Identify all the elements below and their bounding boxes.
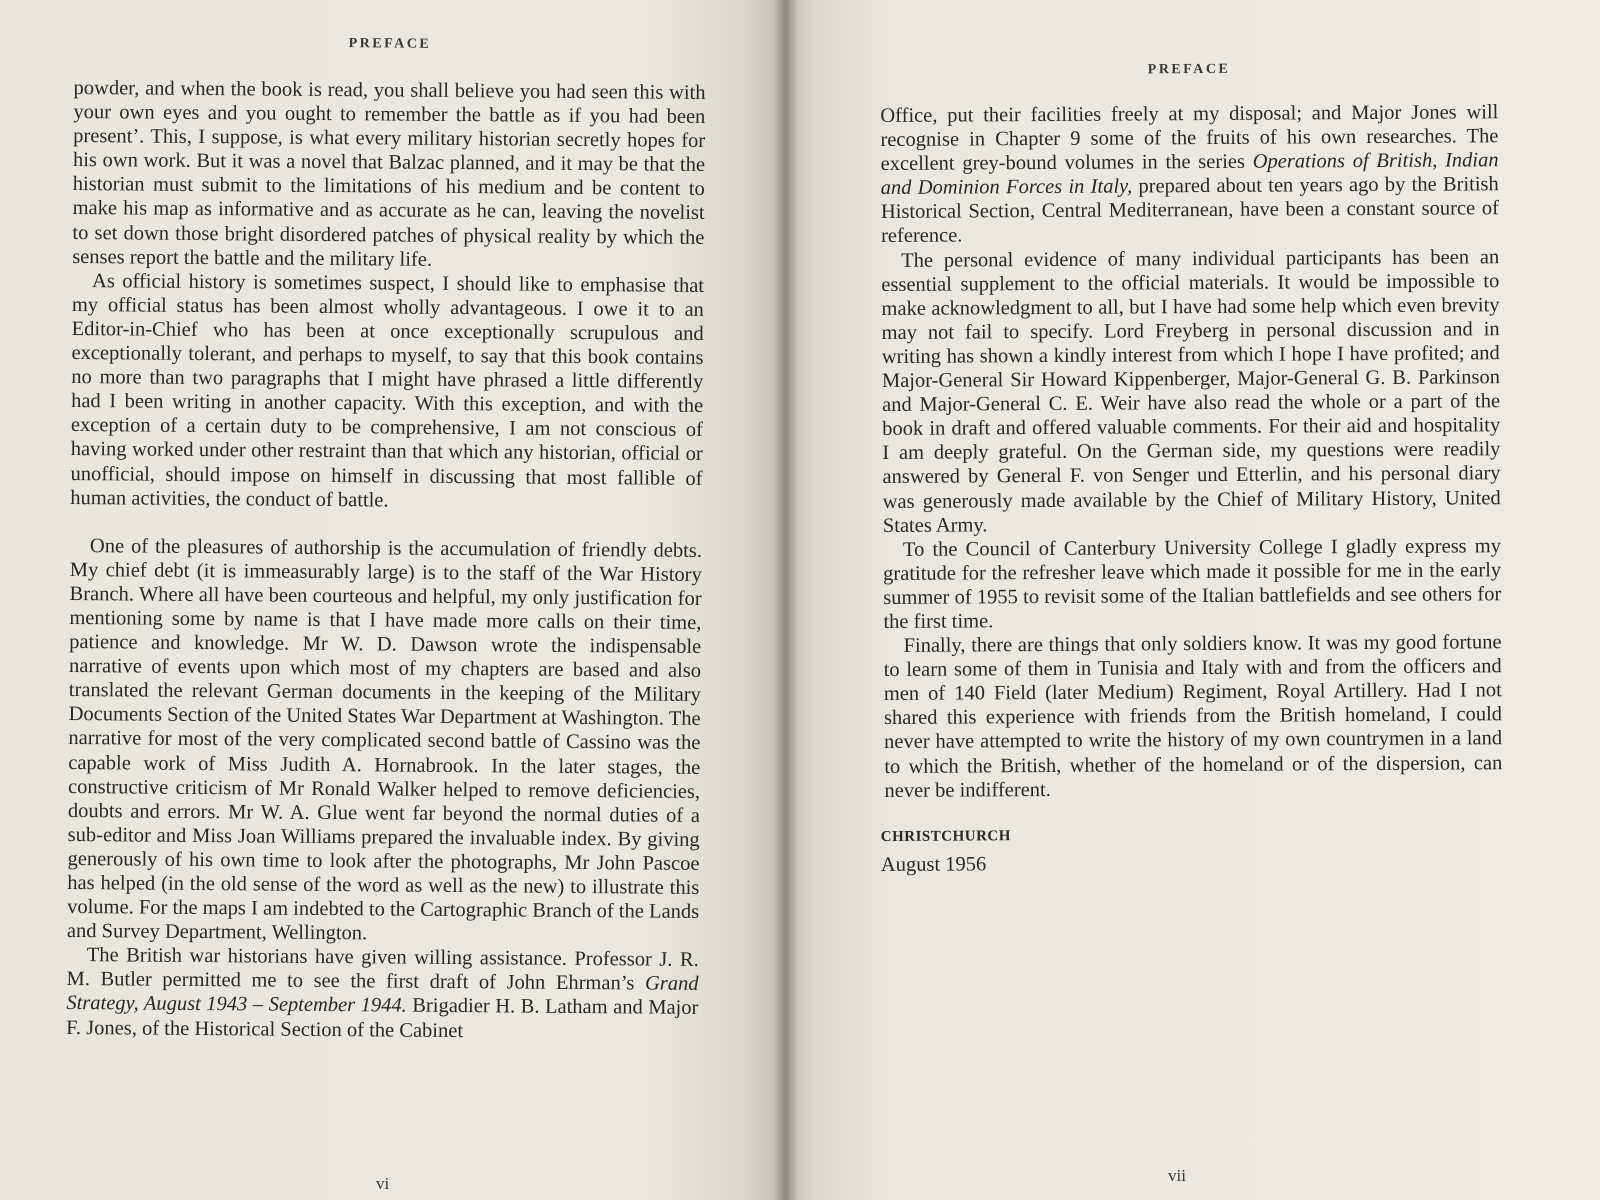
- running-head-left: PREFACE: [348, 36, 432, 52]
- series-title-operations: Operations of British, Indian and Dominion Forces in Italy,: [880, 149, 1499, 200]
- book-title-grand-strategy: Grand Strategy, August 1943 – September 1944.: [66, 972, 699, 1018]
- right-paragraph-4: Finally, there are things that only soldiers know. It was my good fortune to learn some of them in Tunisia and Italy with and from the officers and men of 140 Field (later Medium) Regiment, Royal Artillery. Had I not shared this experience with friends from the British homeland, I could never have attempted to write the history of my own countrymen in a land to which the British, whether of the homeland or of the dispersion, can never be indifferent.: [883, 631, 1503, 802]
- signature-date: August 1956: [880, 853, 987, 876]
- page-number-left: vi: [376, 1174, 390, 1193]
- right-paragraph-3: To the Council of Canterbury University College I gladly express my gratitude for the refresher leave which made it possible for me in the early summer of 1955 to revisit some of the Italian battlefields and see others for the first time.: [883, 534, 1502, 633]
- left-paragraph-4: [66, 943, 699, 1044]
- left-paragraph-1: powder, and when the book is read, you shall believe you had seen this with your own eyes and you ought to remember the battle as if you had been present’. This, I suppose, is what every military historian secretly hopes for his own work. But it was a novel that Balzac planned, and it may be that the historian must submit to the limitations of his medium and be content to make his map as informative and as accurate as he can, leaving the novelist to set down those bright disordered patches of physical reality by which the senses report the battle and the military life.: [72, 76, 706, 271]
- left-paragraph-3: One of the pleasures of authorship is the accumulation of friendly debts. My chief debt (it is immeasurably large) is to the staff of the War History Branch. Where all have been courteous and helpful, my only justification for mentioning some by name is that I have made more calls on their time, patience and knowledge. Mr W. D. Dawson wrote the indispensable narrative of events upon which most of my chapters are based and also translated the relevant German documents in the keeping of the Military Documents Section of the United States War Department at Washington. The narrative for most of the very complicated second battle of Cassino was the capable work of Miss Judith A. Hornabrook. In the later stages, the constructive criticism of Mr Ronald Walker helped to remove deficiencies, doubts and errors. Mr W. A. Glue went far beyond the normal duties of a sub-editor and Miss Joan Williams prepared the invaluable index. By giving generously of his own time to look after the photographs, Mr John Pascoe has helped (in the old sense of the word as well as the new) to illustrate this volume. For the maps I am indebted to the Cartographic Branch of the Lands and Survey Department, Wellington.: [66, 534, 703, 945]
- right-paragraph-1-start: Office, put their facilities freely at my disposal; and Major Jones will recognise in Chapter 9 some of the fruits of his own researches. The excellent grey-bound volumes in the series: [880, 101, 1499, 176]
- running-head-right: PREFACE: [1147, 61, 1231, 78]
- page-number-right: vii: [1168, 1166, 1186, 1185]
- right-paragraph-2: The personal evidence of many individual participants has been an essential supplement to the official materials. It would be impossible to make acknowledgment to all, but I have had some help which even brevity may not fail to specify. Lord Freyberg in personal discussion and in writing has shown a kindly interest from which I hope I have profited; and Major-General Sir Howard Kippenberger, Major-General G. B. Parkinson and Major-General C. E. Weir have also read the whole or a part of the book in draft and offered valuable comments. For their aid and hospitality I am deeply grateful. On the German side, my questions were readily answered by General F. von Senger und Etterlin, and his personal diary was generously made available by the Chief of Military History, United States Army.: [881, 245, 1501, 537]
- right-paragraph-1-end: prepared about ten years ago by the British Historical Section, Central Mediterranean, have been a constant source of reference.: [880, 173, 1499, 248]
- left-paragraph-2: As official history is sometimes suspect, I should like to emphasise that my official status has been almost wholly advantageous. I owe it to an Editor-in-Chief who has been at once exceptionally scrupulous and exceptionally tolerant, and perhaps to myself, to say that this book contains no more than two paragraphs that I might have phrased a little differently had I been writing in another capacity. With this exception, and with the exception of a certain duty to be comprehensive, I am not conscious of having worked under other restraint than that which any historian, official or unofficial, should impose on himself in discussing that most fallible of human activities, the conduct of battle.: [70, 269, 705, 512]
- right-paragraph-1: [880, 100, 1499, 248]
- left-page-text: [66, 34, 706, 1045]
- right-page-text: [880, 60, 1503, 876]
- left-paragraph-4-text: The British war historians have given willing assistance. Professor J. R. M. Butler permitted me to see the first draft of John Ehrman’s: [66, 944, 699, 995]
- left-paragraph-4-tail: Brigadier H. B. Latham and Major F. Jones, of the Historical Section of the Cabinet: [66, 995, 699, 1042]
- signature-place: CHRISTCHURCH: [880, 827, 1011, 845]
